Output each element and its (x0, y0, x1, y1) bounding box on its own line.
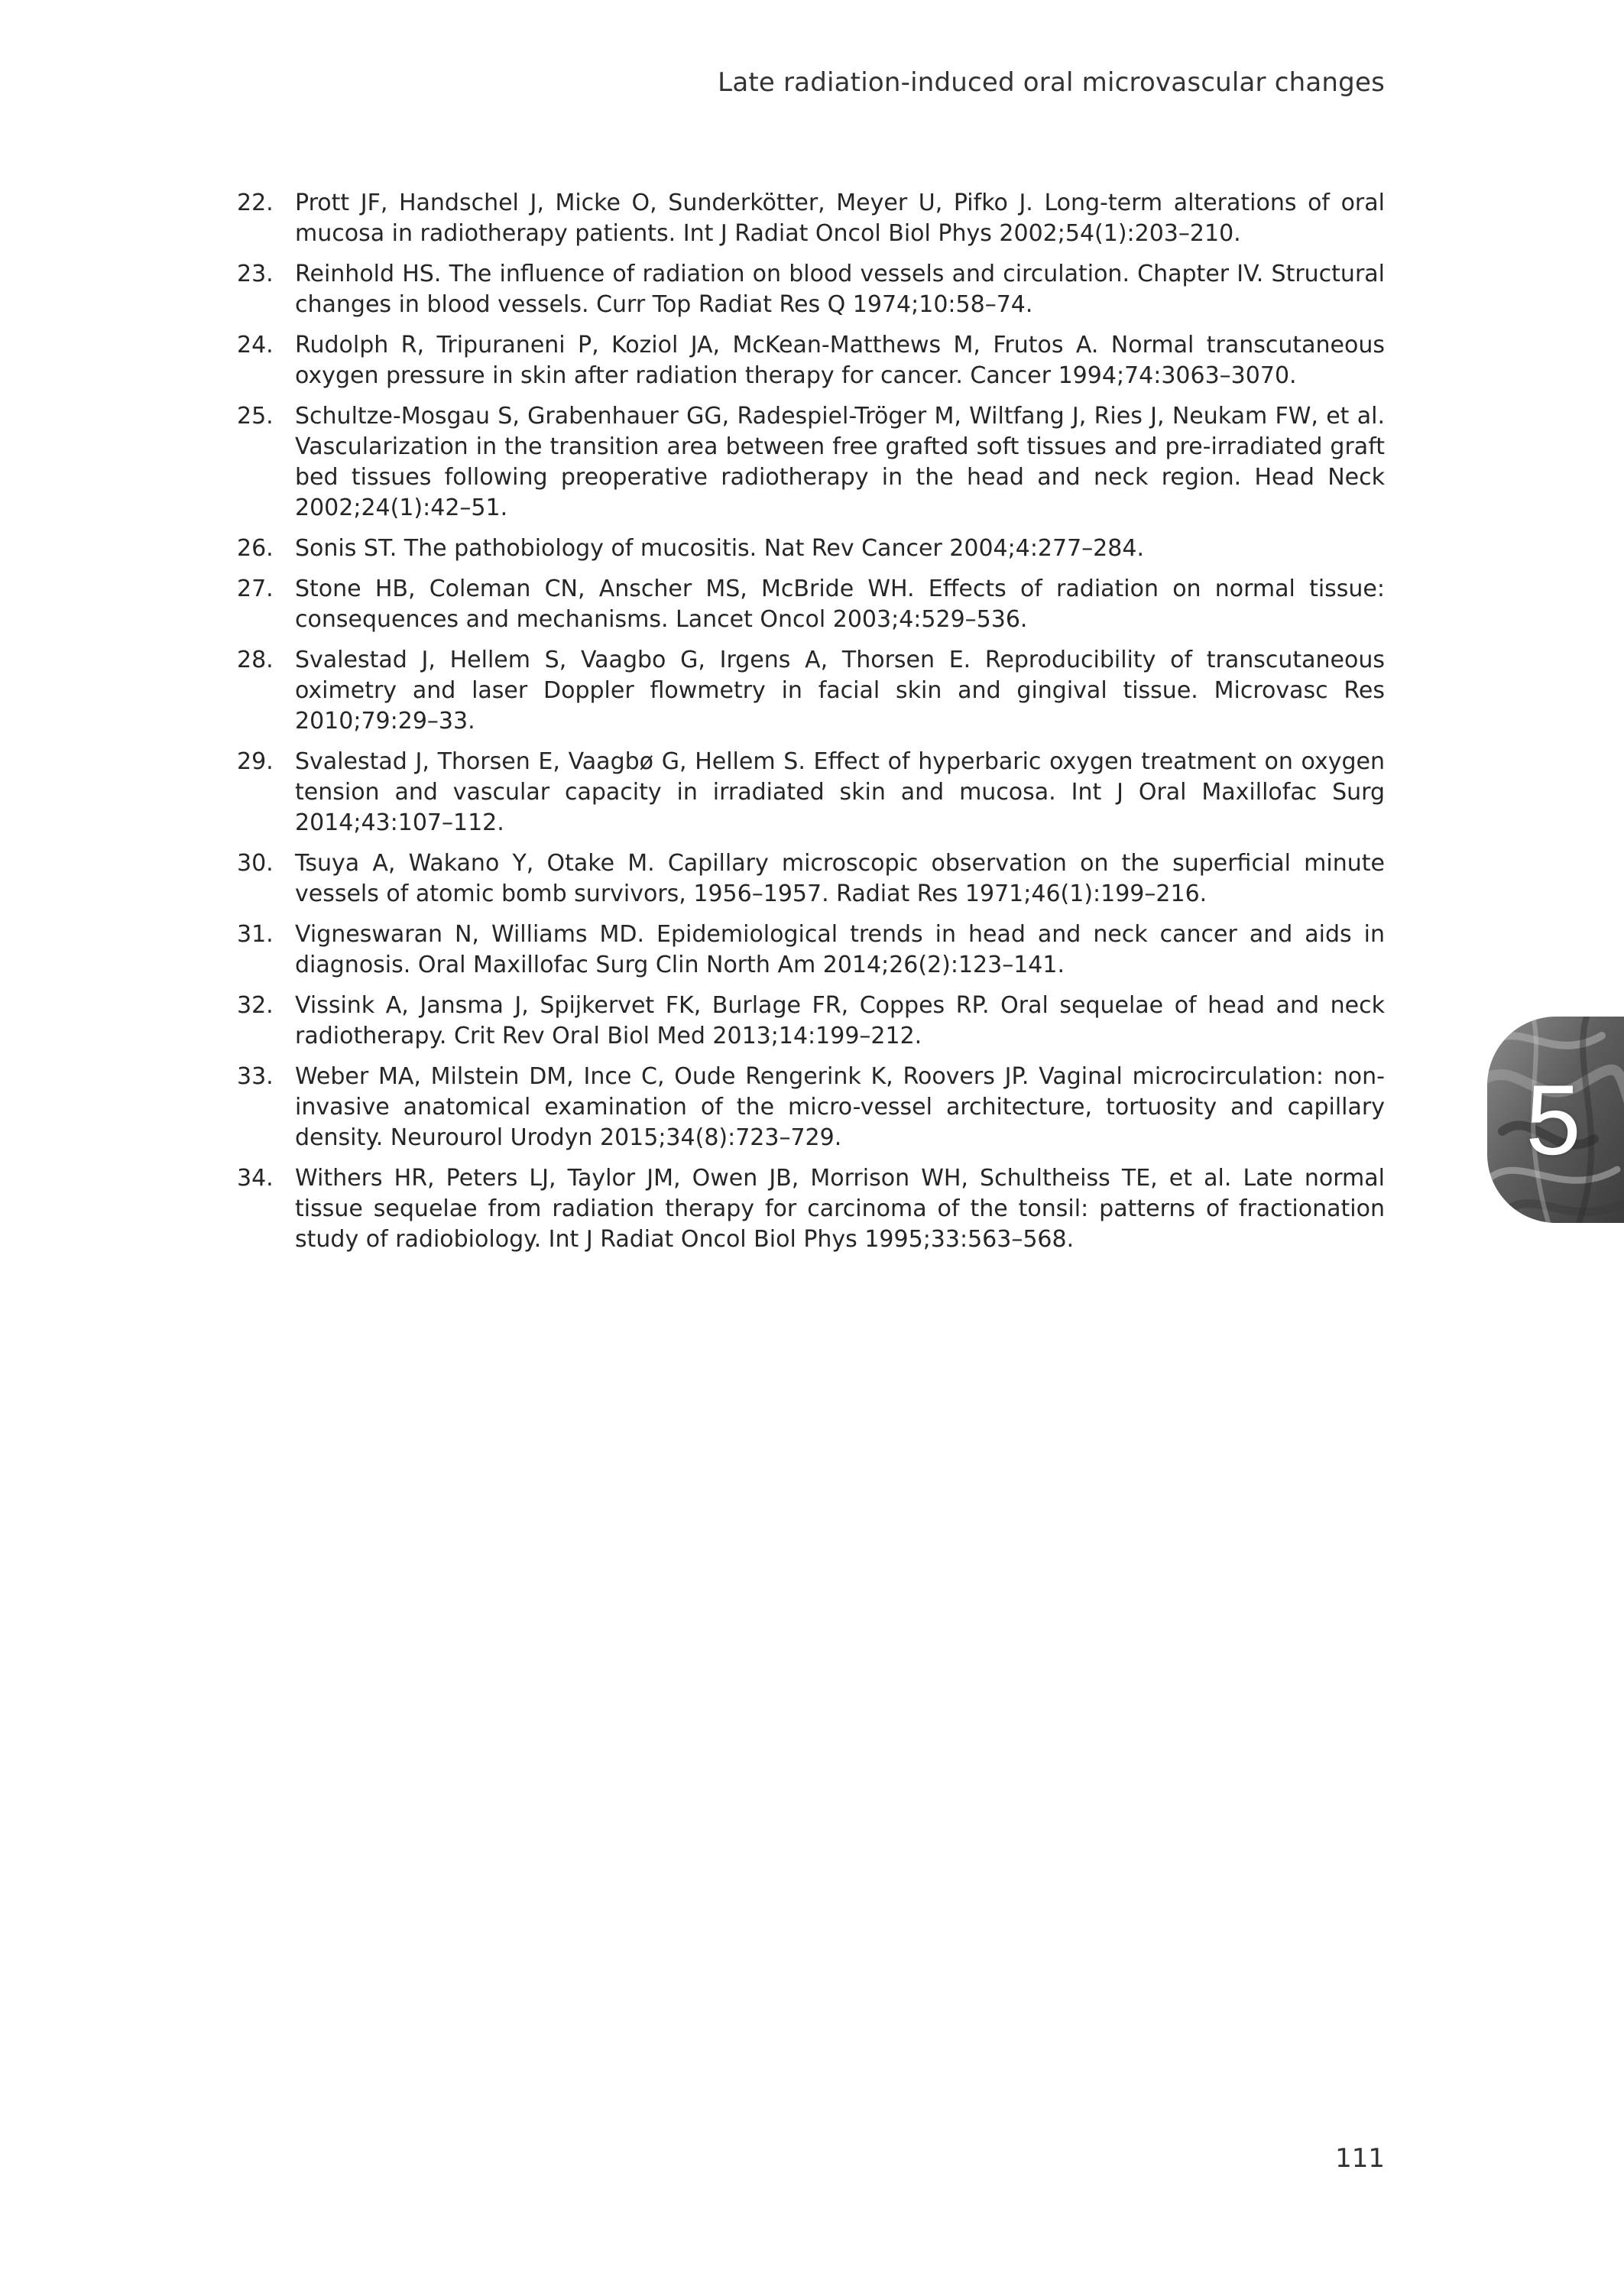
reference-text: Prott JF, Handschel J, Micke O, Sunderkötter, Meyer U, Pifko J. Long-term alterations of oral mucosa in radiotherapy patients. Int J Radiat Oncol Biol Phys 2002;54(1):203–210. (295, 190, 1385, 247)
reference-list (237, 188, 1385, 1265)
reference-number: 26. (237, 535, 274, 562)
reference-text: Stone HB, Coleman CN, Anscher MS, McBride WH. Effects of radiation on normal tissue: consequences and mechanisms. Lancet Oncol 2003;4:529–536. (295, 576, 1385, 633)
reference-item (237, 991, 1385, 1052)
reference-number: 25. (237, 403, 274, 430)
reference-item (237, 188, 1385, 249)
reference-text: Reinhold HS. The influence of radiation on blood vessels and circulation. Chapter IV. Structural changes in blood vessels. Curr Top Radiat Res Q 1974;10:58–74. (295, 261, 1385, 318)
reference-item (237, 259, 1385, 320)
reference-text: Sonis ST. The pathobiology of mucositis. Nat Rev Cancer 2004;4:277–284. (295, 535, 1144, 562)
reference-number: 33. (237, 1063, 274, 1090)
reference-text: Svalestad J, Hellem S, Vaagbo G, Irgens A, Thorsen E. Reproducibility of transcutaneous oximetry and laser Doppler flowmetry in facial skin and gingival tissue. Microvasc Res 2010;79:29–33. (295, 647, 1385, 735)
chapter-number: 5 (1525, 1064, 1581, 1176)
reference-item (237, 919, 1385, 981)
reference-text: Rudolph R, Tripuraneni P, Koziol JA, McKean-Matthews M, Frutos A. Normal transcutaneous oxygen pressure in skin after radiation therapy for cancer. Cancer 1994;74:3063–3070. (295, 332, 1385, 389)
running-header: Late radiation-induced oral microvascular changes (718, 67, 1385, 98)
reference-item (237, 330, 1385, 391)
reference-item (237, 401, 1385, 524)
reference-number: 31. (237, 921, 274, 948)
reference-number: 28. (237, 647, 274, 673)
reference-item (237, 534, 1385, 564)
reference-number: 24. (237, 332, 274, 358)
reference-number: 30. (237, 850, 274, 877)
reference-item (237, 747, 1385, 838)
chapter-tab (1487, 1017, 1624, 1223)
reference-text: Vigneswaran N, Williams MD. Epidemiological trends in head and neck cancer and aids in diagnosis. Oral Maxillofac Surg Clin North Am 2014;26(2):123–141. (295, 921, 1385, 978)
reference-text: Withers HR, Peters LJ, Taylor JM, Owen JB, Morrison WH, Schultheiss TE, et al. Late normal tissue sequelae from radiation therapy for carcinoma of the tonsil: patterns of fractionation study of radiobiology. Int J Radiat Oncol Biol Phys 1995;33:563–568. (295, 1165, 1385, 1253)
reference-text: Vissink A, Jansma J, Spijkervet FK, Burlage FR, Coppes RP. Oral sequelae of head and neck radiotherapy. Crit Rev Oral Biol Med 2013;14:199–212. (295, 992, 1385, 1049)
reference-text: Tsuya A, Wakano Y, Otake M. Capillary microscopic observation on the superficial minute vessels of atomic bomb survivors, 1956–1957. Radiat Res 1971;46(1):199–216. (295, 850, 1385, 907)
reference-text: Svalestad J, Thorsen E, Vaagbø G, Hellem S. Effect of hyperbaric oxygen treatment on oxygen tension and vascular capacity in irradiated skin and mucosa. Int J Oral Maxillofac Surg 2014;43:107–112. (295, 748, 1385, 836)
reference-item (237, 1163, 1385, 1255)
reference-number: 29. (237, 748, 274, 775)
reference-number: 34. (237, 1165, 274, 1192)
page-number: 111 (1335, 2143, 1385, 2174)
reference-number: 32. (237, 992, 274, 1019)
reference-number: 22. (237, 190, 274, 216)
reference-item (237, 848, 1385, 910)
reference-number: 23. (237, 261, 274, 287)
reference-item (237, 1062, 1385, 1153)
reference-item (237, 574, 1385, 635)
reference-number: 27. (237, 576, 274, 602)
reference-item (237, 645, 1385, 737)
reference-text: Weber MA, Milstein DM, Ince C, Oude Rengerink K, Roovers JP. Vaginal microcirculation: non-invasive anatomical examination of the micro-vessel architecture, tortuosity and capillary density. Neurourol Urodyn 2015;34(8):723–729. (295, 1063, 1385, 1151)
reference-text: Schultze-Mosgau S, Grabenhauer GG, Radespiel-Tröger M, Wiltfang J, Ries J, Neukam FW, et al. Vascularization in the transition area between free grafted soft tissues and pre-irradiated graft bed tissues following preoperative radiotherapy in the head and neck region. Head Neck 2002;24(1):42–51. (295, 403, 1385, 521)
